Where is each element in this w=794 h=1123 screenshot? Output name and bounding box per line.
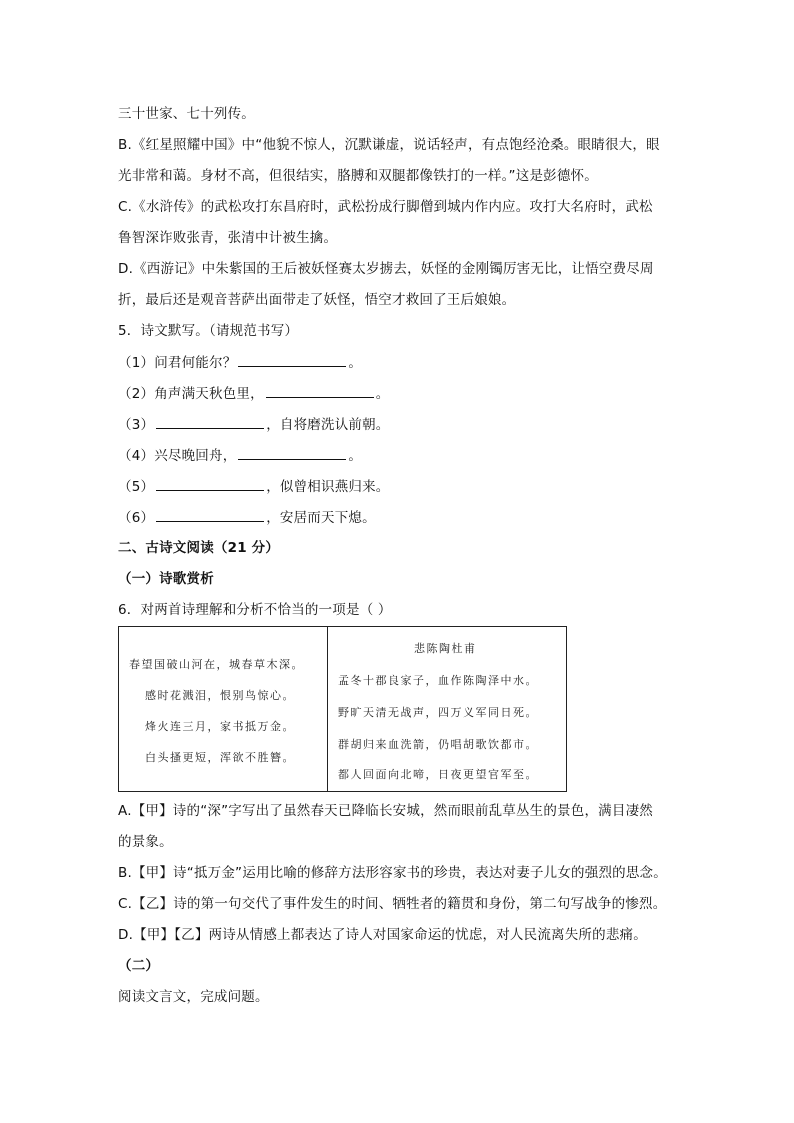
answer-blank[interactable] [238, 445, 346, 460]
text-line: 鲁智深诈败张青，张清中计被生擒。 [118, 230, 338, 246]
poem-left-cell [119, 627, 327, 791]
question-5-title: 5．诗文默写。（请规范书写） [118, 323, 299, 339]
poem-line: 感时花溅泪，恨别鸟惊心。 [145, 689, 295, 702]
item-text: （1）问君何能尔？ [118, 355, 237, 371]
item-text: （4）兴尽晚回舟， [118, 448, 237, 464]
recitation-item-4 [118, 445, 362, 466]
item-text: 。 [348, 355, 363, 371]
option-d-text: D.【甲】【乙】两诗从情感上都表达了诗人对国家命运的忧虑，对人民流离失所的悲痛。 [118, 927, 647, 943]
option-b-text: B.【甲】诗“抵万金”运用比喻的修辞方法形容家书的珍贵，表达对妻子儿女的强烈的思念。 [118, 865, 667, 881]
answer-blank[interactable] [156, 414, 264, 429]
poem-line: 孟冬十郡良家子，血作陈陶泽中水。 [338, 674, 538, 687]
item-text: （3） [118, 417, 155, 433]
poem-line: 烽火连三月，家书抵万金。 [145, 720, 295, 733]
item-text: 。 [375, 386, 390, 402]
item-text: （2）角声满天秋色里， [118, 386, 264, 402]
item-text: （6） [118, 510, 155, 526]
answer-blank[interactable] [266, 383, 374, 398]
recitation-item-5 [118, 476, 390, 497]
item-text: ，似曾相识燕归来。 [266, 479, 390, 495]
option-b-text: B.《红星照耀中国》中“他貌不惊人，沉默谦虚，说话轻声，有点饱经沧桑。眼睛很大，眼 [118, 137, 660, 153]
recitation-item-1 [118, 352, 362, 373]
item-text: 。 [348, 448, 363, 464]
text-line: 三十世家、七十列传。 [118, 106, 255, 122]
option-a-text: A.【甲】诗的“深”字写出了虽然春天已降临长安城，然而眼前乱草丛生的景色，满目凄然 [118, 803, 653, 819]
option-c-text: C.【乙】诗的第一句交代了事件发生的时间、牺牲者的籍贯和身份，第二句写战争的惨烈。 [118, 896, 667, 912]
text-line: 光非常和蔼。身材不高，但很结实，胳膊和双腿都像铁打的一样。”这是彭德怀。 [118, 168, 598, 184]
text-line: 的景象。 [118, 834, 173, 850]
poem-title: 悲陈陶杜甫 [414, 642, 477, 655]
recitation-item-6 [118, 507, 376, 528]
question-6-title: 6．对两首诗理解和分析不恰当的一项是（ ） [118, 602, 392, 618]
item-text: ，安居而天下熄。 [266, 510, 376, 526]
poem-line: 野旷天清无战声，四万义军同日死。 [338, 706, 538, 719]
poem-line: 白头搔更短，浑欲不胜簪。 [145, 751, 295, 764]
answer-blank[interactable] [238, 352, 346, 367]
poem-table [118, 626, 567, 792]
poem-line: 群胡归来血洗箭，仍唱胡歌饮都市。 [338, 738, 538, 751]
text-line: 折，最后还是观音菩萨出面带走了妖怪，悟空才救回了王后娘娘。 [118, 292, 516, 308]
recitation-item-3 [118, 414, 390, 435]
answer-blank[interactable] [156, 476, 264, 491]
poem-line: 春望国破山河在，城春草木深。 [129, 658, 304, 671]
poem-line: 都人回面向北啼，日夜更望官军至。 [338, 768, 538, 781]
recitation-item-2 [118, 383, 390, 404]
instruction-text: 阅读文言文，完成问题。 [118, 989, 269, 1005]
answer-blank[interactable] [156, 507, 264, 522]
section-2-heading: 二、古诗文阅读（21 分） [118, 540, 280, 556]
item-text: （5） [118, 479, 155, 495]
poem-right-cell [328, 627, 566, 791]
option-c-text: C.《水浒传》的武松攻打东昌府时，武松扮成行脚僧到城内作内应。攻打大名府时，武松 [118, 199, 653, 215]
subsection-2-heading: （二） [118, 958, 160, 974]
option-d-text: D.《西游记》中朱紫国的王后被妖怪赛太岁掳去，妖怪的金刚镯厉害无比，让悟空费尽周 [118, 261, 654, 277]
subsection-1-heading: （一）诗歌赏析 [118, 571, 214, 587]
item-text: ，自将磨洗认前朝。 [266, 417, 390, 433]
